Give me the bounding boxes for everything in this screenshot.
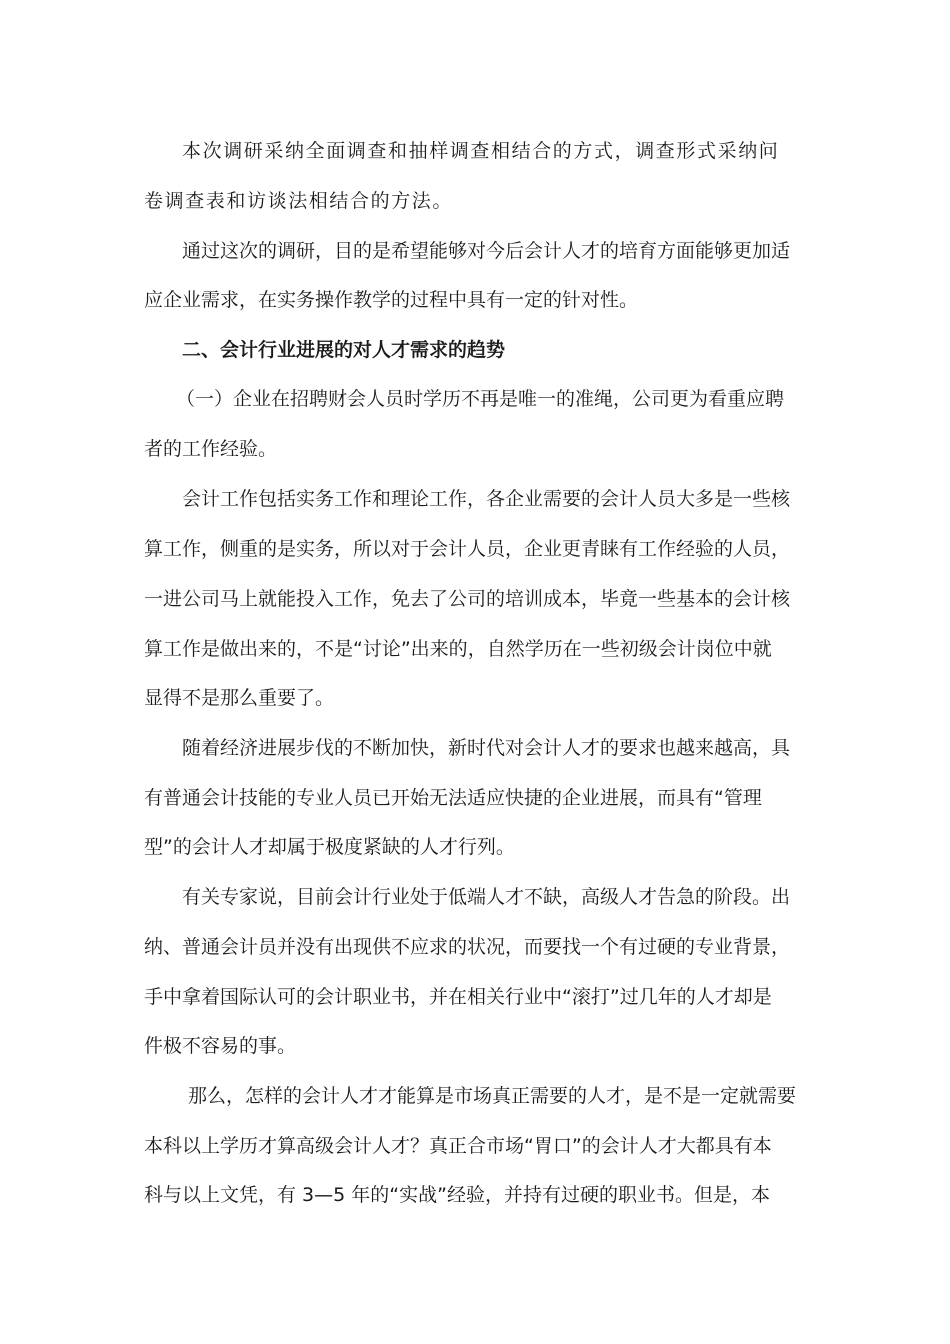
paragraph-line: 有普通会计技能的专业人员已开始无法适应快捷的企业进展，而具有“管理: [144, 787, 762, 809]
paragraph-line: 者的工作经验。: [144, 438, 278, 460]
paragraph-line: 有关专家说，目前会计行业处于低端人才不缺，高级人才告急的阶段。出: [182, 886, 791, 908]
paragraph-line: 手中拿着国际认可的会计职业书，并在相关行业中“滚打”过几年的人才却是: [144, 986, 772, 1008]
paragraph-line: 本次调研采纳全面调查和抽样调查相结合的方式，调查形式采纳问: [182, 140, 780, 162]
paragraph-line: 随着经济进展步伐的不断加快，新时代对会计人才的要求也越来越高，具: [182, 737, 791, 759]
paragraph-line: 纳、普通会计员并没有出现供不应求的状况，而要找一个有过硬的专业背景，: [144, 936, 791, 958]
paragraph-line: 算工作是做出来的，不是“讨论”出来的，自然学历在一些初级会计岗位中就: [144, 638, 772, 660]
subsection-heading: （一）企业在招聘财会人员时学历不再是唯一的准绳，公司更为看重应聘: [176, 388, 785, 410]
paragraph-line: 显得不是那么重要了。: [144, 687, 335, 709]
paragraph-line: 本科以上学历才算高级会计人才？真正合市场“胃口”的会计人才大都具有本: [144, 1135, 772, 1157]
paragraph-line: 算工作，侧重的是实务，所以对于会计人员，企业更青睐有工作经验的人员，: [144, 538, 791, 560]
paragraph-line: 科与以上文凭，有 3—5 年的“实战”经验，并持有过硬的职业书。但是，本: [144, 1184, 770, 1206]
paragraph-line: 会计工作包括实务工作和理论工作，各企业需要的会计人员大多是一些核: [182, 488, 791, 510]
paragraph-line: 那么，怎样的会计人才才能算是市场真正需要的人才，是不是一定就需要: [188, 1085, 797, 1107]
paragraph-line: 通过这次的调研，目的是希望能够对今后会计人才的培育方面能够更加适: [182, 240, 791, 262]
paragraph-line: 应企业需求，在实务操作教学的过程中具有一定的针对性。: [144, 289, 639, 311]
paragraph-line: 件极不容易的事。: [144, 1035, 297, 1057]
section-heading: 二、会计行业进展的对人才需求的趋势: [182, 339, 506, 361]
paragraph-line: 卷调查表和访谈法相结合的方法。: [144, 190, 454, 212]
paragraph-line: 型”的会计人才却属于极度紧缺的人才行列。: [144, 836, 515, 858]
paragraph-line: 一进公司马上就能投入工作，免去了公司的培训成本，毕竟一些基本的会计核: [144, 588, 791, 610]
